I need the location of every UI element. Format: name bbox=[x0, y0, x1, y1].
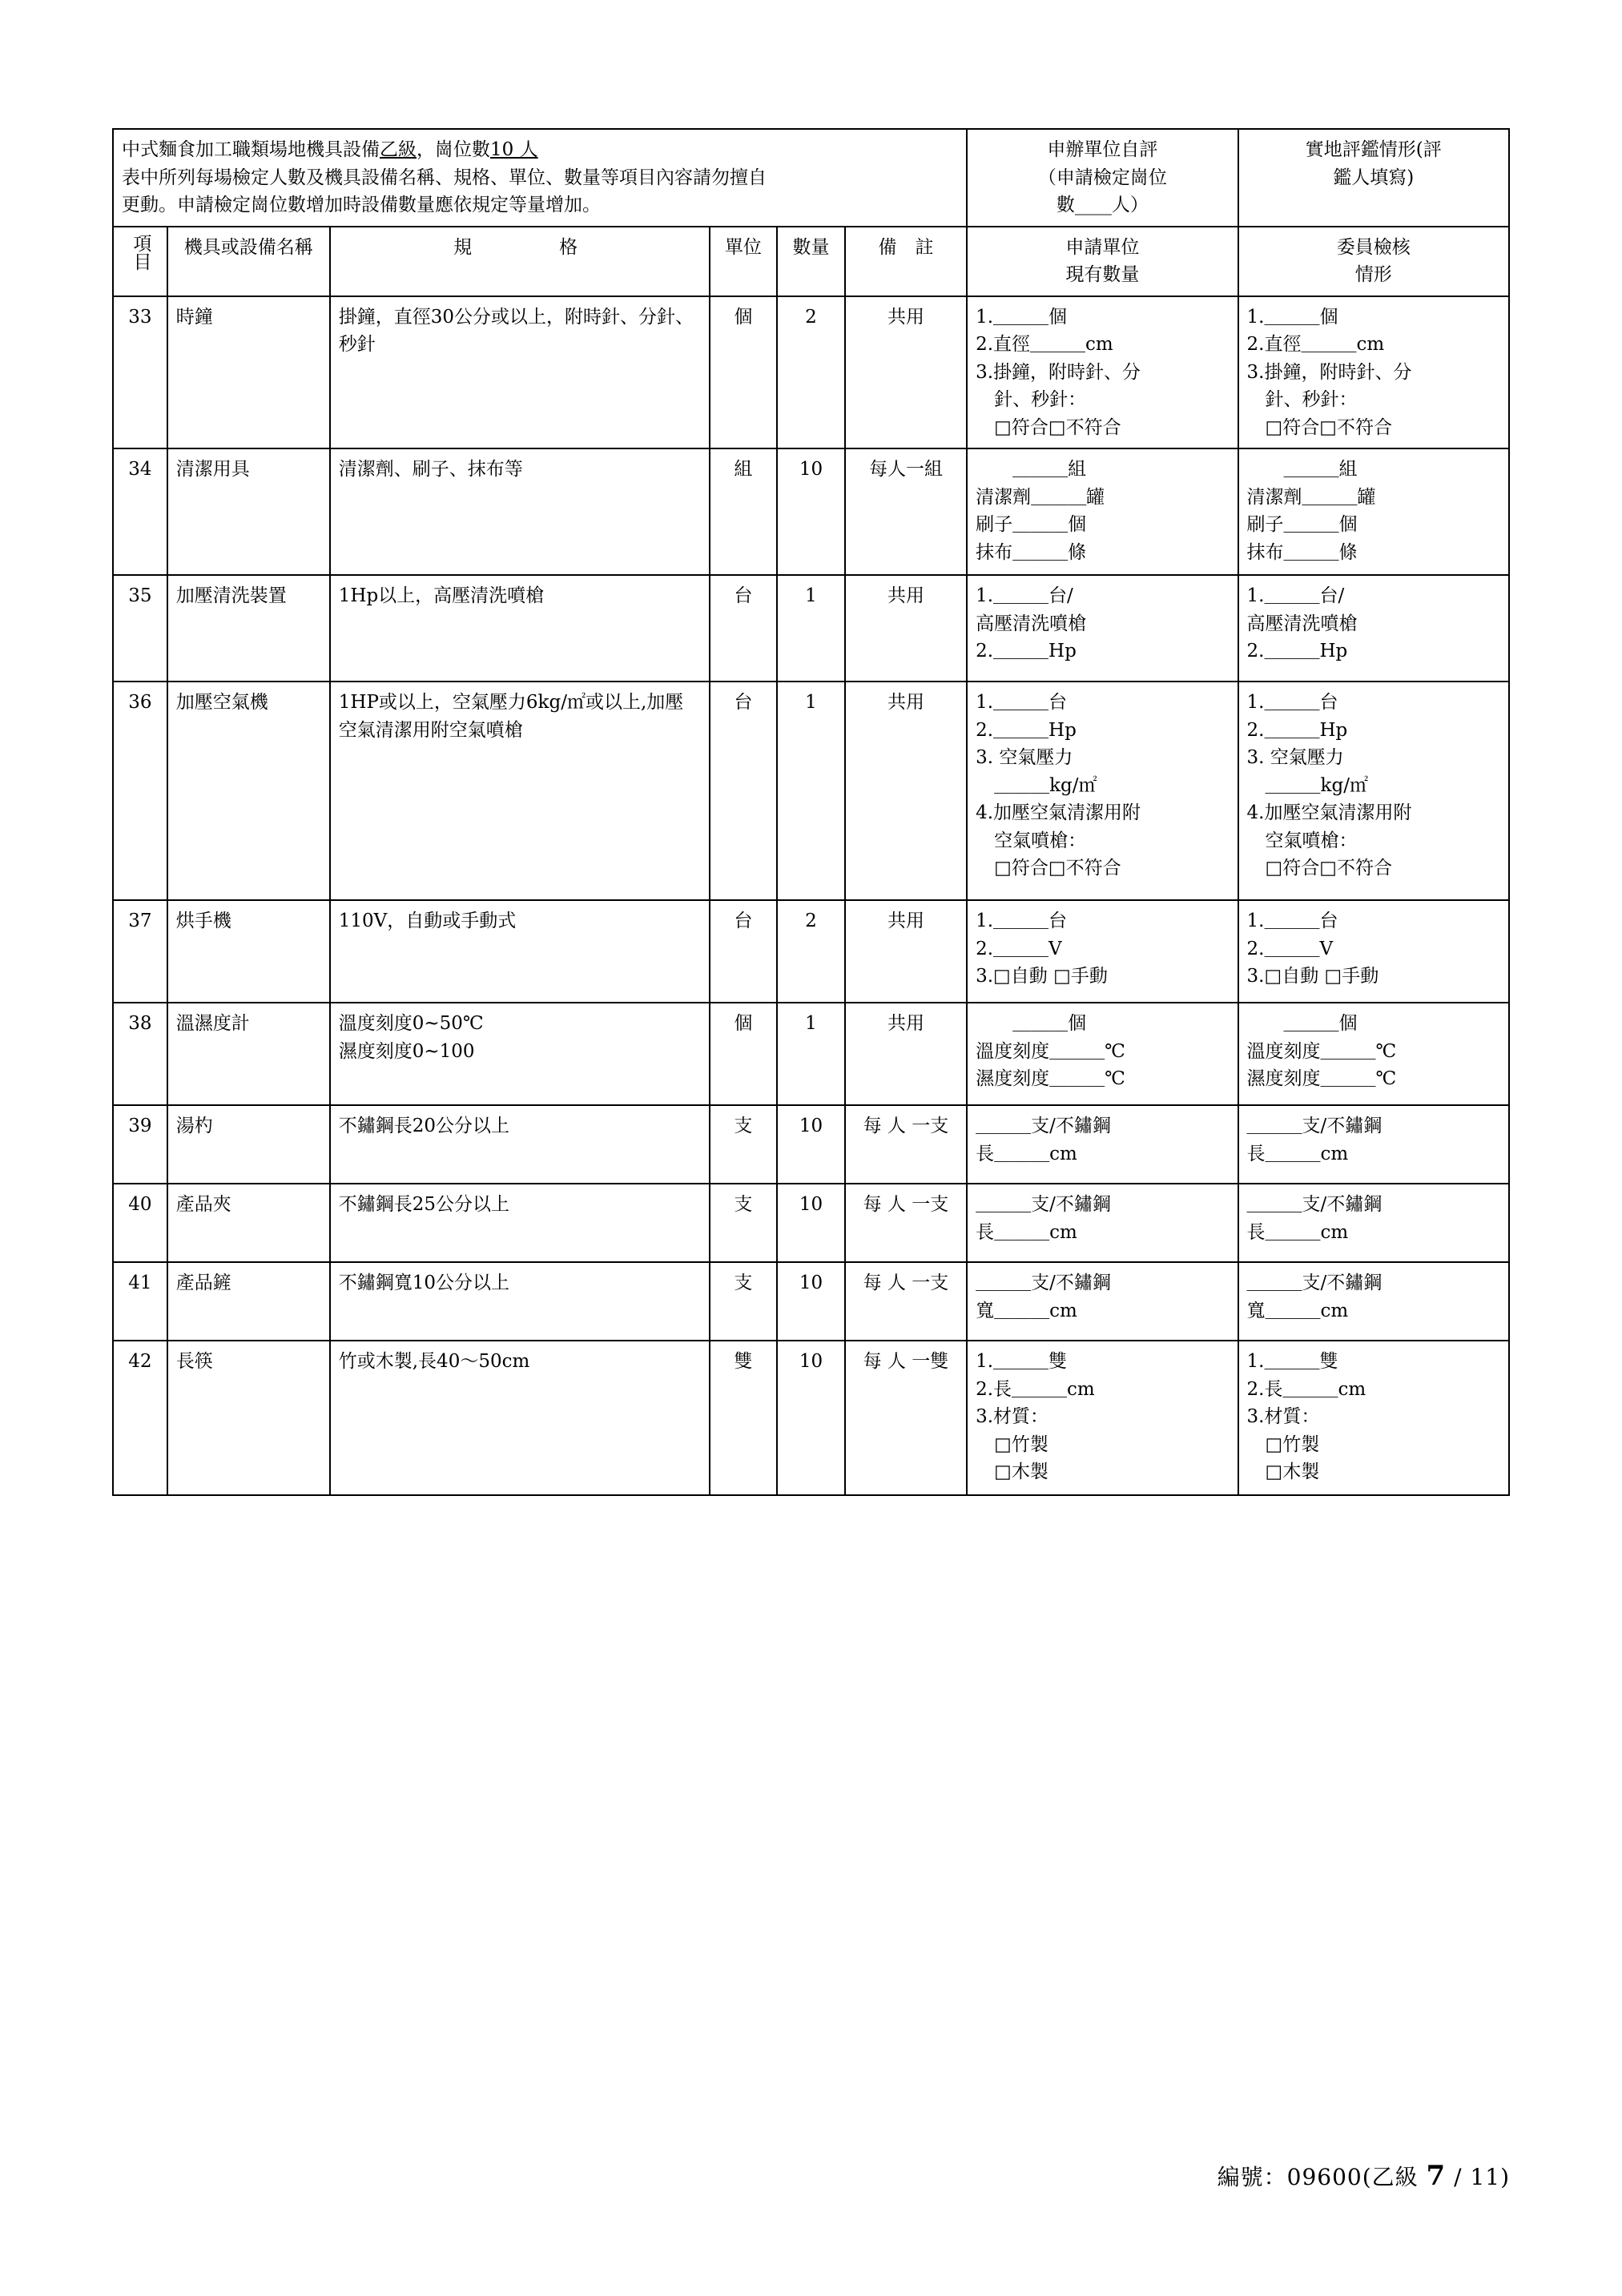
row-index: 34 bbox=[113, 448, 167, 575]
check-line: ＿＿＿支/不鏽鋼 bbox=[976, 1273, 1111, 1293]
row-committee-checklist[interactable] bbox=[1238, 1262, 1509, 1341]
row-index: 42 bbox=[113, 1341, 167, 1495]
row-unit: 支 bbox=[710, 1105, 778, 1184]
table-row bbox=[113, 1262, 1509, 1341]
check-line: 寬＿＿＿cm bbox=[1246, 1300, 1349, 1321]
table-row bbox=[113, 1105, 1509, 1184]
check-line: 1.＿＿＿雙 bbox=[1246, 1351, 1338, 1372]
check-line: 長＿＿＿cm bbox=[1246, 1221, 1349, 1243]
row-index: 36 bbox=[113, 682, 167, 900]
col-header-remark: 備 註 bbox=[845, 227, 967, 296]
row-quantity: 2 bbox=[777, 900, 845, 1003]
check-line: 2.長＿＿＿cm bbox=[1246, 1378, 1366, 1400]
row-index: 33 bbox=[113, 296, 167, 449]
row-spec: 110V，自動或手動式 bbox=[330, 900, 710, 1003]
check-line: ＿＿＿組 bbox=[1246, 459, 1358, 480]
check-line: 濕度刻度＿＿＿℃ bbox=[1246, 1068, 1397, 1089]
row-equipment-name: 清潔用具 bbox=[167, 448, 330, 575]
table-row bbox=[113, 900, 1509, 1003]
check-line: 2.＿＿＿Hp bbox=[1246, 641, 1348, 661]
check-line: 3.□自動 □手動 bbox=[976, 966, 1108, 987]
row-equipment-name: 長筷 bbox=[167, 1341, 330, 1495]
check-line: 長＿＿＿cm bbox=[976, 1221, 1077, 1243]
row-equipment-name: 湯杓 bbox=[167, 1105, 330, 1184]
check-line: □符合□不符合 bbox=[1246, 858, 1393, 879]
row-applicant-checklist[interactable] bbox=[967, 900, 1238, 1003]
check-line: 高壓清洗噴槍 bbox=[976, 613, 1087, 634]
self-eval-line1: 申辦單位自評 bbox=[1047, 139, 1158, 160]
table-row bbox=[113, 682, 1509, 900]
check-line: 1.＿＿＿台 bbox=[1246, 692, 1338, 713]
check-line: 刷子＿＿＿個 bbox=[1246, 514, 1358, 535]
check-line: ＿＿＿個 bbox=[1246, 1013, 1358, 1034]
row-remark: 共用 bbox=[845, 682, 967, 900]
row-applicant-checklist[interactable] bbox=[967, 296, 1238, 449]
row-committee-checklist[interactable] bbox=[1238, 1341, 1509, 1495]
row-quantity: 10 bbox=[777, 1262, 845, 1341]
row-applicant-checklist[interactable] bbox=[967, 1262, 1238, 1341]
check-line: □木製 bbox=[1246, 1462, 1320, 1482]
row-quantity: 10 bbox=[777, 1341, 845, 1495]
equipment-table bbox=[112, 128, 1510, 1496]
row-unit: 組 bbox=[710, 448, 778, 575]
check-line: □竹製 bbox=[1246, 1433, 1320, 1455]
col-header-spec: 規 格 bbox=[330, 227, 710, 296]
row-quantity: 1 bbox=[777, 575, 845, 682]
row-committee-checklist[interactable] bbox=[1238, 682, 1509, 900]
row-index: 40 bbox=[113, 1184, 167, 1262]
check-line: 針、秒針： bbox=[1246, 389, 1358, 410]
row-committee-checklist[interactable] bbox=[1238, 296, 1509, 449]
check-line: 清潔劑＿＿＿罐 bbox=[976, 486, 1105, 508]
footer-page-number: 7 bbox=[1426, 2160, 1447, 2192]
col-header-committee-l2: 情形 bbox=[1354, 264, 1392, 285]
check-line: 2.＿＿＿V bbox=[976, 938, 1062, 959]
row-remark: 共用 bbox=[845, 296, 967, 449]
row-spec: 1Hp以上，高壓清洗噴槍 bbox=[330, 575, 710, 682]
check-line: □竹製 bbox=[976, 1433, 1048, 1455]
table-header-row bbox=[113, 129, 1509, 227]
row-committee-checklist[interactable] bbox=[1238, 1184, 1509, 1262]
row-quantity: 1 bbox=[777, 1003, 845, 1105]
row-spec: 清潔劑、刷子、抹布等 bbox=[330, 448, 710, 575]
row-remark: 共用 bbox=[845, 575, 967, 682]
check-line: 寬＿＿＿cm bbox=[976, 1300, 1077, 1321]
table-row bbox=[113, 1003, 1509, 1105]
row-unit: 台 bbox=[710, 682, 778, 900]
row-spec: 不鏽鋼寬10公分以上 bbox=[330, 1262, 710, 1341]
row-unit: 支 bbox=[710, 1184, 778, 1262]
check-line: 1.＿＿＿台/ bbox=[976, 585, 1073, 606]
check-line: 刷子＿＿＿個 bbox=[976, 514, 1087, 535]
row-unit: 台 bbox=[710, 575, 778, 682]
footer-prefix: 編號：09600(乙級 bbox=[1217, 2164, 1419, 2190]
check-line: 1.＿＿＿台 bbox=[1246, 911, 1338, 931]
check-line: ＿＿＿個 bbox=[976, 1013, 1087, 1034]
row-remark: 共用 bbox=[845, 1003, 967, 1105]
row-quantity: 10 bbox=[777, 1184, 845, 1262]
self-eval-line2: （申請檢定崗位 bbox=[1037, 167, 1167, 188]
self-eval-line3: 數____人） bbox=[1056, 195, 1149, 215]
check-line: ＿＿＿支/不鏽鋼 bbox=[1246, 1116, 1383, 1136]
check-line: 長＿＿＿cm bbox=[976, 1143, 1077, 1164]
row-spec: 掛鐘，直徑30公分或以上，附時針、分針、秒針 bbox=[330, 296, 710, 449]
row-quantity: 10 bbox=[777, 1105, 845, 1184]
header-note-cell bbox=[113, 129, 967, 227]
row-remark: 每 人 一支 bbox=[845, 1262, 967, 1341]
col-header-applicant-l1: 申請單位 bbox=[1065, 236, 1140, 258]
row-equipment-name: 產品鏟 bbox=[167, 1262, 330, 1341]
check-line: 1.＿＿＿個 bbox=[976, 306, 1068, 328]
header-note-line2: 更動。申請檢定崗位數增加時設備數量應依規定等量增加。 bbox=[122, 195, 601, 215]
check-line: 2.直徑＿＿＿cm bbox=[1246, 334, 1385, 355]
check-line: □符合□不符合 bbox=[976, 858, 1121, 879]
row-unit: 支 bbox=[710, 1262, 778, 1341]
check-line: 2.直徑＿＿＿cm bbox=[976, 334, 1113, 355]
row-applicant-checklist[interactable] bbox=[967, 575, 1238, 682]
row-remark: 每 人 一支 bbox=[845, 1184, 967, 1262]
col-header-committee bbox=[1238, 227, 1509, 296]
row-equipment-name: 加壓清洗裝置 bbox=[167, 575, 330, 682]
check-line: 抹布＿＿＿條 bbox=[976, 541, 1087, 563]
col-header-applicant bbox=[967, 227, 1238, 296]
row-unit: 雙 bbox=[710, 1341, 778, 1495]
row-committee-checklist[interactable] bbox=[1238, 1003, 1509, 1105]
check-line: ＿＿＿支/不鏽鋼 bbox=[1246, 1273, 1383, 1293]
row-unit: 個 bbox=[710, 1003, 778, 1105]
header-title-line bbox=[122, 136, 958, 164]
check-line: 空氣噴槍： bbox=[1246, 830, 1358, 851]
check-line: 1.＿＿＿台 bbox=[976, 911, 1068, 931]
check-line: 抹布＿＿＿條 bbox=[1246, 541, 1358, 563]
table-row bbox=[113, 575, 1509, 682]
check-line: 3.材質： bbox=[976, 1406, 1049, 1427]
check-line: 高壓清洗噴槍 bbox=[1246, 613, 1358, 634]
check-line: 3.材質： bbox=[1246, 1406, 1320, 1427]
row-applicant-checklist[interactable] bbox=[967, 448, 1238, 575]
check-line: 1.＿＿＿雙 bbox=[976, 1351, 1068, 1372]
row-spec: 不鏽鋼長25公分以上 bbox=[330, 1184, 710, 1262]
check-line: 4.加壓空氣清潔用附 bbox=[1246, 802, 1412, 823]
check-line: 濕度刻度＿＿＿℃ bbox=[976, 1068, 1125, 1089]
check-line: 2.長＿＿＿cm bbox=[976, 1378, 1095, 1400]
row-quantity: 1 bbox=[777, 682, 845, 900]
row-spec: 溫度刻度0~50℃ 濕度刻度0~100 bbox=[330, 1003, 710, 1105]
check-line: 2.＿＿＿Hp bbox=[976, 719, 1077, 741]
row-index: 35 bbox=[113, 575, 167, 682]
check-line: ＿＿＿支/不鏽鋼 bbox=[1246, 1194, 1383, 1215]
row-committee-checklist[interactable] bbox=[1238, 1105, 1509, 1184]
row-equipment-name: 烘手機 bbox=[167, 900, 330, 1003]
row-unit: 個 bbox=[710, 296, 778, 449]
header-title-seats: 10 人 bbox=[490, 139, 538, 160]
check-line: □木製 bbox=[976, 1462, 1048, 1482]
header-title-mid: ，崗位數 bbox=[417, 139, 490, 160]
col-header-qty: 數量 bbox=[777, 227, 845, 296]
row-equipment-name: 加壓空氣機 bbox=[167, 682, 330, 900]
row-applicant-checklist[interactable] bbox=[967, 682, 1238, 900]
row-equipment-name: 時鐘 bbox=[167, 296, 330, 449]
check-line: 3.□自動 □手動 bbox=[1246, 966, 1379, 987]
row-index: 37 bbox=[113, 900, 167, 1003]
row-index: 41 bbox=[113, 1262, 167, 1341]
check-line: ＿＿＿kg/㎡ bbox=[1246, 774, 1368, 796]
header-title-pre: 中式麵食加工職類場地機具設備 bbox=[122, 139, 380, 160]
check-line: ＿＿＿組 bbox=[976, 459, 1087, 480]
col-header-committee-l1: 委員檢核 bbox=[1336, 236, 1411, 258]
check-line: 1.＿＿＿台 bbox=[976, 692, 1068, 713]
table-body bbox=[113, 296, 1509, 1496]
check-line: 1.＿＿＿台/ bbox=[1246, 585, 1345, 606]
check-line: 3. 空氣壓力 bbox=[1246, 747, 1344, 768]
col-header-index bbox=[113, 227, 167, 296]
check-line: 溫度刻度＿＿＿℃ bbox=[1246, 1040, 1397, 1062]
check-line: ＿＿＿支/不鏽鋼 bbox=[976, 1116, 1111, 1136]
row-quantity: 2 bbox=[777, 296, 845, 449]
self-eval-header-cell bbox=[967, 129, 1238, 227]
row-applicant-checklist[interactable] bbox=[967, 1003, 1238, 1105]
check-line: 針、秒針： bbox=[976, 389, 1087, 410]
header-title-grade: 乙級 bbox=[380, 139, 417, 160]
row-committee-checklist[interactable] bbox=[1238, 900, 1509, 1003]
row-applicant-checklist[interactable] bbox=[967, 1105, 1238, 1184]
check-line: ＿＿＿支/不鏽鋼 bbox=[976, 1194, 1111, 1215]
col-header-applicant-l2: 現有數量 bbox=[1065, 264, 1140, 285]
check-line: 3.掛鐘，附時針、分 bbox=[976, 361, 1141, 383]
onsite-eval-line1: 實地評鑑情形(評 bbox=[1305, 139, 1442, 160]
row-remark: 每 人 一支 bbox=[845, 1105, 967, 1184]
table-row bbox=[113, 1184, 1509, 1262]
row-remark: 每人一組 bbox=[845, 448, 967, 575]
row-applicant-checklist[interactable] bbox=[967, 1341, 1238, 1495]
check-line: 2.＿＿＿V bbox=[1246, 938, 1334, 959]
col-header-index-label: 項目 bbox=[130, 233, 151, 271]
check-line: 長＿＿＿cm bbox=[1246, 1143, 1349, 1164]
check-line: 1.＿＿＿個 bbox=[1246, 306, 1338, 328]
col-header-unit: 單位 bbox=[710, 227, 778, 296]
check-line: 溫度刻度＿＿＿℃ bbox=[976, 1040, 1125, 1062]
col-header-name: 機具或設備名稱 bbox=[167, 227, 330, 296]
page-footer bbox=[0, 2160, 1510, 2192]
column-header-row bbox=[113, 227, 1509, 296]
onsite-eval-header-cell bbox=[1238, 129, 1509, 227]
check-line: 3.掛鐘，附時針、分 bbox=[1246, 361, 1412, 383]
table-row bbox=[113, 296, 1509, 449]
row-committee-checklist[interactable] bbox=[1238, 448, 1509, 575]
header-note-line1: 表中所列每場檢定人數及機具設備名稱、規格、單位、數量等項目內容請勿擅自 bbox=[122, 167, 767, 188]
row-remark: 共用 bbox=[845, 900, 967, 1003]
row-spec: 不鏽鋼長20公分以上 bbox=[330, 1105, 710, 1184]
check-line: 空氣噴槍： bbox=[976, 830, 1087, 851]
row-quantity: 10 bbox=[777, 448, 845, 575]
row-equipment-name: 產品夾 bbox=[167, 1184, 330, 1262]
row-applicant-checklist[interactable] bbox=[967, 1184, 1238, 1262]
check-line: ＿＿＿kg/㎡ bbox=[976, 774, 1097, 796]
check-line: □符合□不符合 bbox=[1246, 416, 1393, 438]
row-committee-checklist[interactable] bbox=[1238, 575, 1509, 682]
row-spec: 1HP或以上，空氣壓力6kg/㎡或以上,加壓空氣清潔用附空氣噴槍 bbox=[330, 682, 710, 900]
footer-suffix: / 11) bbox=[1454, 2164, 1510, 2190]
row-spec: 竹或木製,長40～50cm bbox=[330, 1341, 710, 1495]
row-equipment-name: 溫濕度計 bbox=[167, 1003, 330, 1105]
check-line: 2.＿＿＿Hp bbox=[976, 641, 1077, 661]
row-unit: 台 bbox=[710, 900, 778, 1003]
row-index: 38 bbox=[113, 1003, 167, 1105]
check-line: 4.加壓空氣清潔用附 bbox=[976, 802, 1141, 823]
check-line: □符合□不符合 bbox=[976, 416, 1121, 438]
check-line: 3. 空氣壓力 bbox=[976, 747, 1073, 768]
table-row bbox=[113, 1341, 1509, 1495]
check-line: 清潔劑＿＿＿罐 bbox=[1246, 486, 1376, 508]
onsite-eval-line2: 鑑人填寫) bbox=[1333, 167, 1415, 188]
row-index: 39 bbox=[113, 1105, 167, 1184]
row-remark: 每 人 一雙 bbox=[845, 1341, 967, 1495]
table-row bbox=[113, 448, 1509, 575]
check-line: 2.＿＿＿Hp bbox=[1246, 719, 1348, 741]
